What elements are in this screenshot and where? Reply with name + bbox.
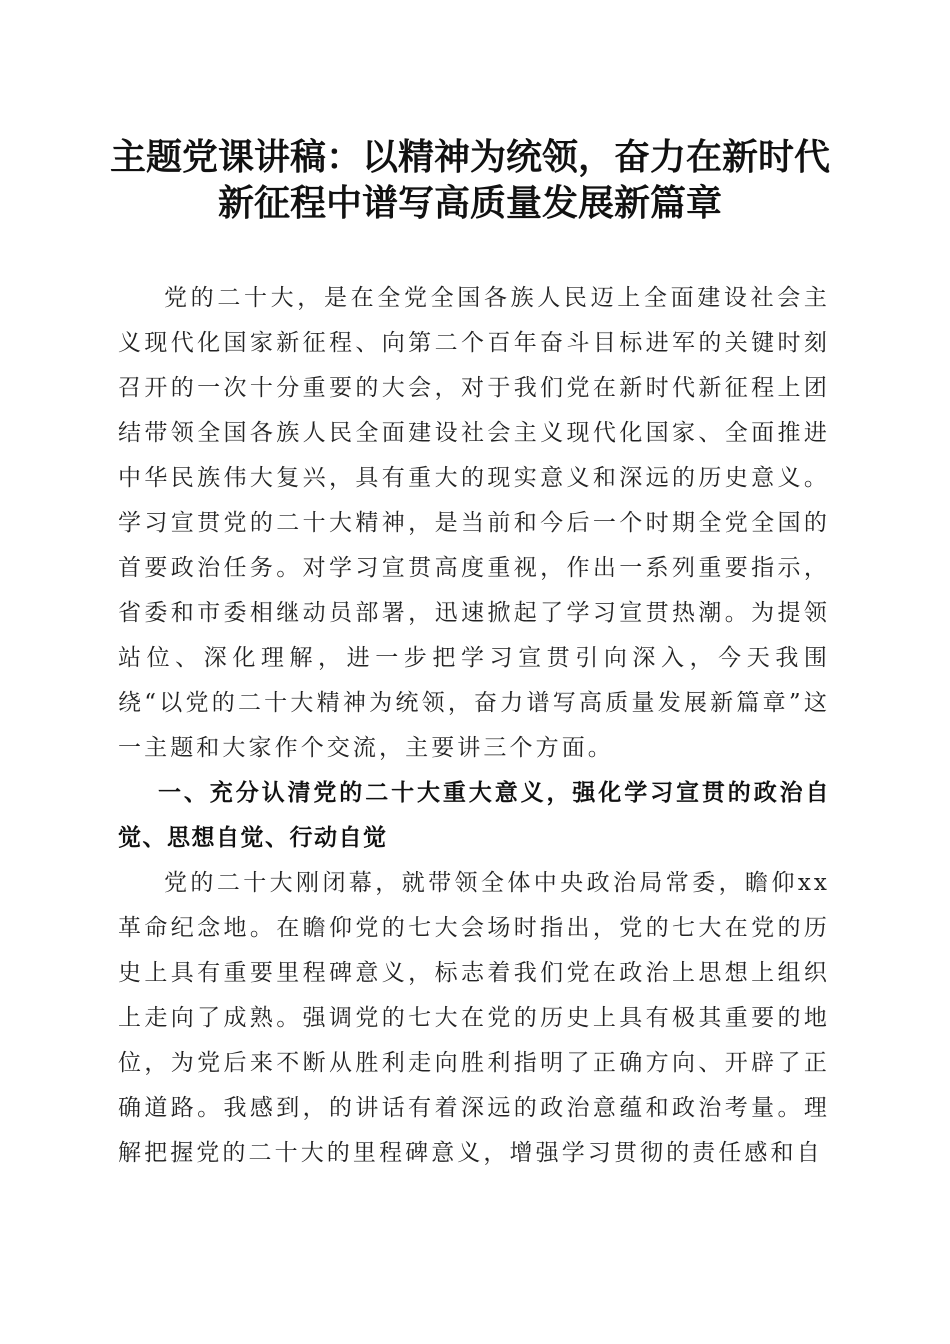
section-heading-1: 一、充分认清党的二十大重大意义，强化学习宣贯的政治自觉、思想自觉、行动自觉 xyxy=(118,780,830,851)
document-body xyxy=(118,276,830,1176)
title-line-2: 新征程中谱写高质量发展新篇章 xyxy=(217,182,722,224)
intro-paragraph: 党的二十大，是在全党全国各族人民迈上全面建设社会主义现代化国家新征程、向第二个百年奋斗目标进军的关键时刻召开的一次十分重要的大会，对于我们党在新时代新征程上团结带领全国各族人民全面建设社会主义现代化国家、全面推进中华民族伟大复兴，具有重大的现实意义和深远的历史意义。学习宣贯党的二十大精神，是当前和今后一个时期全党全国的首要政治任务。对学习宣贯高度重视，作出一系列重要指示，省委和市委相继动员部署，迅速掀起了学习宣贯热潮。为提领站位、深化理解，进一步把学习宣贯引向深入，今天我围绕“以党的二十大精神为统领，奋力谱写高质量发展新篇章”这一主题和大家作个交流，主要讲三个方面。 xyxy=(118,285,830,761)
document-title xyxy=(100,134,840,226)
title-line-1: 主题党课讲稿：以精神为统领，奋力在新时代 xyxy=(109,136,830,178)
section-1-paragraph: 党的二十大刚闭幕，就带领全体中央政治局常委，瞻仰xx革命纪念地。在瞻仰党的七大会场时指出，党的七大在党的历史上具有重要里程碑意义，标志着我们党在政治上思想上组织上走向了成熟。强调党的七大在党的历史上具有极其重要的地位，为党后来不断从胜利走向胜利指明了正确方向、开辟了正确道路。我感到，的讲话有着深远的政治意蕴和政治考量。理解把握党的二十大的里程碑意义，增强学习贯彻的责任感和自 xyxy=(118,870,830,1166)
